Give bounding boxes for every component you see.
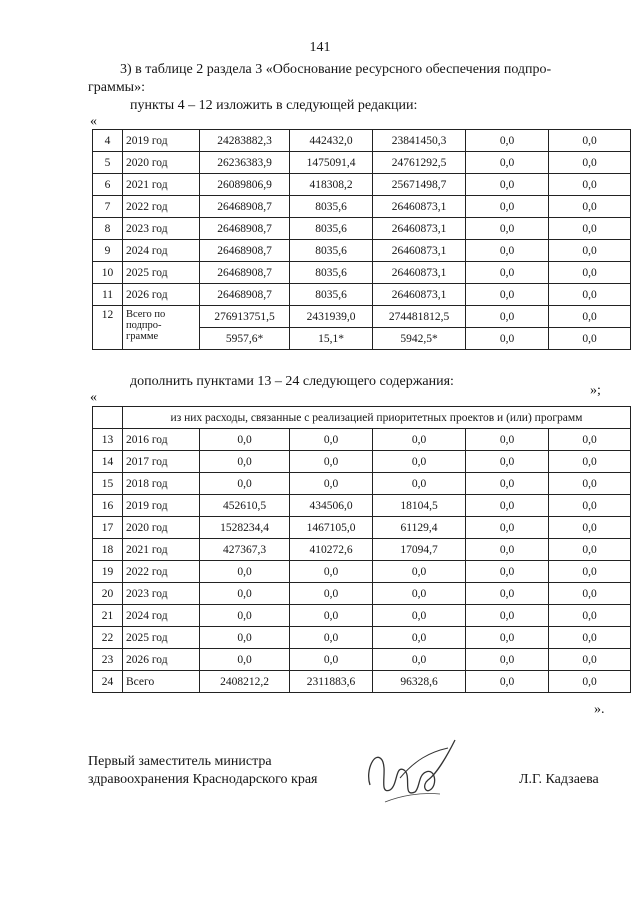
cell-regional: 8035,6: [290, 262, 373, 284]
row-number: 16: [93, 495, 123, 517]
cell-local: 0,0: [466, 605, 549, 627]
cell-local: 0,0: [466, 495, 549, 517]
cell-regional: 1475091,4: [290, 152, 373, 174]
cell-local: 0,0: [466, 306, 549, 328]
cell-extra: 0,0: [549, 451, 631, 473]
cell-regional: 0,0: [290, 627, 373, 649]
table-row: [93, 649, 631, 671]
table-row: [93, 152, 631, 174]
cell-total: 5957,6*: [200, 328, 290, 350]
cell-federal: 26460873,1: [373, 262, 466, 284]
row-year: 2024 год: [123, 240, 200, 262]
cell-federal: 61129,4: [373, 517, 466, 539]
row-year: 2019 год: [123, 495, 200, 517]
cell-local: 0,0: [466, 561, 549, 583]
cell-local: 0,0: [466, 517, 549, 539]
cell-local: 0,0: [466, 583, 549, 605]
cell-total: 0,0: [200, 429, 290, 451]
table-2-header: из них расходы, связанные с реализацией приоритетных проектов и (или) программ: [123, 407, 631, 429]
cell-total: 0,0: [200, 649, 290, 671]
row-year: 2020 год: [123, 152, 200, 174]
cell-local: 0,0: [466, 130, 549, 152]
cell-total: 0,0: [200, 561, 290, 583]
row-year: Всего: [123, 671, 200, 693]
cell-federal: 0,0: [373, 649, 466, 671]
cell-regional: 1467105,0: [290, 517, 373, 539]
cell-extra: 0,0: [549, 174, 631, 196]
cell-regional: 2431939,0: [290, 306, 373, 328]
cell-local: 0,0: [466, 152, 549, 174]
cell-total: 452610,5: [200, 495, 290, 517]
row-year: 2020 год: [123, 517, 200, 539]
cell-extra: 0,0: [549, 152, 631, 174]
signer-name: Л.Г. Кадзаева: [519, 772, 599, 787]
cell-extra: 0,0: [549, 517, 631, 539]
cell-extra: 0,0: [549, 473, 631, 495]
cell-total: 26468908,7: [200, 196, 290, 218]
cell-total: 0,0: [200, 605, 290, 627]
cell-extra: 0,0: [549, 605, 631, 627]
table-1: [92, 129, 631, 350]
cell-local: 0,0: [466, 429, 549, 451]
row-year: 2024 год: [123, 605, 200, 627]
cell-extra: 0,0: [549, 561, 631, 583]
row-number: 8: [93, 218, 123, 240]
table-2: [92, 406, 631, 693]
total-label-line-3: грамме: [126, 331, 159, 342]
table-row: [93, 605, 631, 627]
cell-regional: 8035,6: [290, 240, 373, 262]
cell-federal: 0,0: [373, 451, 466, 473]
cell-extra: 0,0: [549, 306, 631, 328]
cell-total: 0,0: [200, 583, 290, 605]
row-year: 2016 год: [123, 429, 200, 451]
cell-federal: 0,0: [373, 605, 466, 627]
cell-total: 427367,3: [200, 539, 290, 561]
row-number: 13: [93, 429, 123, 451]
cell-federal: 18104,5: [373, 495, 466, 517]
close-quote-1: »;: [590, 383, 601, 398]
table-header-row: [93, 407, 631, 429]
signer-title-line-2: здравоохранения Краснодарского края: [88, 772, 318, 787]
row-year: 2026 год: [123, 649, 200, 671]
cell-local: 0,0: [466, 328, 549, 350]
table-row: [93, 583, 631, 605]
cell-regional: 0,0: [290, 473, 373, 495]
cell-federal: 23841450,3: [373, 130, 466, 152]
cell-local: 0,0: [466, 671, 549, 693]
cell-regional: 2311883,6: [290, 671, 373, 693]
total-label-line-1: Всего по: [126, 309, 166, 320]
cell-local: 0,0: [466, 174, 549, 196]
cell-total: 26468908,7: [200, 262, 290, 284]
cell-extra: 0,0: [549, 649, 631, 671]
signer-title-line-1: Первый заместитель министра: [88, 754, 272, 769]
table-row-total: [93, 306, 631, 328]
cell-federal: 5942,5*: [373, 328, 466, 350]
table-row: [93, 627, 631, 649]
header-blank: [93, 407, 123, 429]
table-row: [93, 130, 631, 152]
table-row: [93, 539, 631, 561]
close-quote-2: ».: [594, 702, 605, 717]
cell-regional: 0,0: [290, 451, 373, 473]
cell-extra: 0,0: [549, 284, 631, 306]
row-number: 22: [93, 627, 123, 649]
cell-federal: 24761292,5: [373, 152, 466, 174]
cell-extra: 0,0: [549, 218, 631, 240]
row-number: 21: [93, 605, 123, 627]
row-number: 23: [93, 649, 123, 671]
cell-total: 0,0: [200, 627, 290, 649]
cell-extra: 0,0: [549, 429, 631, 451]
cell-federal: 17094,7: [373, 539, 466, 561]
cell-regional: 8035,6: [290, 196, 373, 218]
cell-regional: 15,1*: [290, 328, 373, 350]
row-number: 5: [93, 152, 123, 174]
cell-regional: 410272,6: [290, 539, 373, 561]
cell-total: 26236383,9: [200, 152, 290, 174]
open-quote-1: «: [90, 114, 97, 129]
cell-local: 0,0: [466, 284, 549, 306]
cell-federal: 0,0: [373, 583, 466, 605]
table-row: [93, 451, 631, 473]
cell-total: 26468908,7: [200, 240, 290, 262]
table-row: [93, 561, 631, 583]
cell-federal: 26460873,1: [373, 240, 466, 262]
row-year: 2019 год: [123, 130, 200, 152]
row-number: 24: [93, 671, 123, 693]
open-quote-2: «: [90, 390, 97, 405]
cell-regional: 434506,0: [290, 495, 373, 517]
cell-extra: 0,0: [549, 583, 631, 605]
row-number: 20: [93, 583, 123, 605]
table-row: [93, 262, 631, 284]
cell-federal: 0,0: [373, 627, 466, 649]
cell-local: 0,0: [466, 627, 549, 649]
cell-federal: 96328,6: [373, 671, 466, 693]
cell-extra: 0,0: [549, 495, 631, 517]
cell-local: 0,0: [466, 240, 549, 262]
row-number: 15: [93, 473, 123, 495]
table-row: [93, 174, 631, 196]
table-row: [93, 240, 631, 262]
row-number: 6: [93, 174, 123, 196]
row-number: 9: [93, 240, 123, 262]
cell-local: 0,0: [466, 473, 549, 495]
intro-line-1: 3) в таблице 2 раздела 3 «Обоснование ресурсного обеспечения подпро-: [120, 62, 552, 77]
cell-extra: 0,0: [549, 328, 631, 350]
cell-local: 0,0: [466, 262, 549, 284]
cell-total: 24283882,3: [200, 130, 290, 152]
cell-extra: 0,0: [549, 196, 631, 218]
cell-extra: 0,0: [549, 130, 631, 152]
cell-extra: 0,0: [549, 539, 631, 561]
row-number: 17: [93, 517, 123, 539]
total-label: [123, 306, 200, 350]
intro-line-2: граммы»:: [88, 80, 145, 95]
row-number: 14: [93, 451, 123, 473]
cell-regional: 0,0: [290, 583, 373, 605]
cell-federal: 0,0: [373, 473, 466, 495]
cell-total: 2408212,2: [200, 671, 290, 693]
cell-total: 0,0: [200, 473, 290, 495]
cell-federal: 0,0: [373, 429, 466, 451]
row-number: 4: [93, 130, 123, 152]
cell-local: 0,0: [466, 218, 549, 240]
cell-federal: 25671498,7: [373, 174, 466, 196]
intro-line-3: пункты 4 – 12 изложить в следующей редакции:: [130, 98, 418, 113]
cell-total: 276913751,5: [200, 306, 290, 328]
cell-local: 0,0: [466, 196, 549, 218]
row-number: 18: [93, 539, 123, 561]
page-number: 141: [309, 40, 331, 55]
row-number: 11: [93, 284, 123, 306]
cell-local: 0,0: [466, 451, 549, 473]
row-number: 12: [93, 306, 123, 350]
cell-extra: 0,0: [549, 240, 631, 262]
cell-total: 1528234,4: [200, 517, 290, 539]
table-row: [93, 671, 631, 693]
row-year: 2021 год: [123, 174, 200, 196]
cell-regional: 0,0: [290, 649, 373, 671]
cell-federal: 0,0: [373, 561, 466, 583]
cell-local: 0,0: [466, 539, 549, 561]
row-number: 7: [93, 196, 123, 218]
row-year: 2022 год: [123, 196, 200, 218]
cell-regional: 0,0: [290, 429, 373, 451]
cell-federal: 26460873,1: [373, 284, 466, 306]
cell-total: 26089806,9: [200, 174, 290, 196]
cell-federal: 26460873,1: [373, 196, 466, 218]
row-year: 2023 год: [123, 218, 200, 240]
cell-regional: 0,0: [290, 561, 373, 583]
paragraph-2: дополнить пунктами 13 – 24 следующего содержания:: [130, 374, 454, 389]
cell-regional: 8035,6: [290, 284, 373, 306]
cell-total: 26468908,7: [200, 218, 290, 240]
cell-extra: 0,0: [549, 262, 631, 284]
cell-local: 0,0: [466, 649, 549, 671]
row-year: 2021 год: [123, 539, 200, 561]
cell-regional: 8035,6: [290, 218, 373, 240]
row-year: 2023 год: [123, 583, 200, 605]
handwritten-signature: [360, 730, 470, 810]
total-label-line-2: подпро-: [126, 320, 162, 331]
row-year: 2025 год: [123, 627, 200, 649]
cell-regional: 0,0: [290, 605, 373, 627]
row-number: 19: [93, 561, 123, 583]
table-row: [93, 218, 631, 240]
table-row: [93, 517, 631, 539]
cell-federal: 26460873,1: [373, 218, 466, 240]
cell-total: 26468908,7: [200, 284, 290, 306]
cell-extra: 0,0: [549, 671, 631, 693]
cell-regional: 418308,2: [290, 174, 373, 196]
table-row: [93, 284, 631, 306]
row-number: 10: [93, 262, 123, 284]
cell-extra: 0,0: [549, 627, 631, 649]
cell-total: 0,0: [200, 451, 290, 473]
row-year: 2025 год: [123, 262, 200, 284]
row-year: 2026 год: [123, 284, 200, 306]
row-year: 2022 год: [123, 561, 200, 583]
table-row: [93, 495, 631, 517]
table-row: [93, 473, 631, 495]
row-year: 2017 год: [123, 451, 200, 473]
row-year: 2018 год: [123, 473, 200, 495]
table-row: [93, 196, 631, 218]
cell-regional: 442432,0: [290, 130, 373, 152]
cell-federal: 274481812,5: [373, 306, 466, 328]
table-row: [93, 429, 631, 451]
